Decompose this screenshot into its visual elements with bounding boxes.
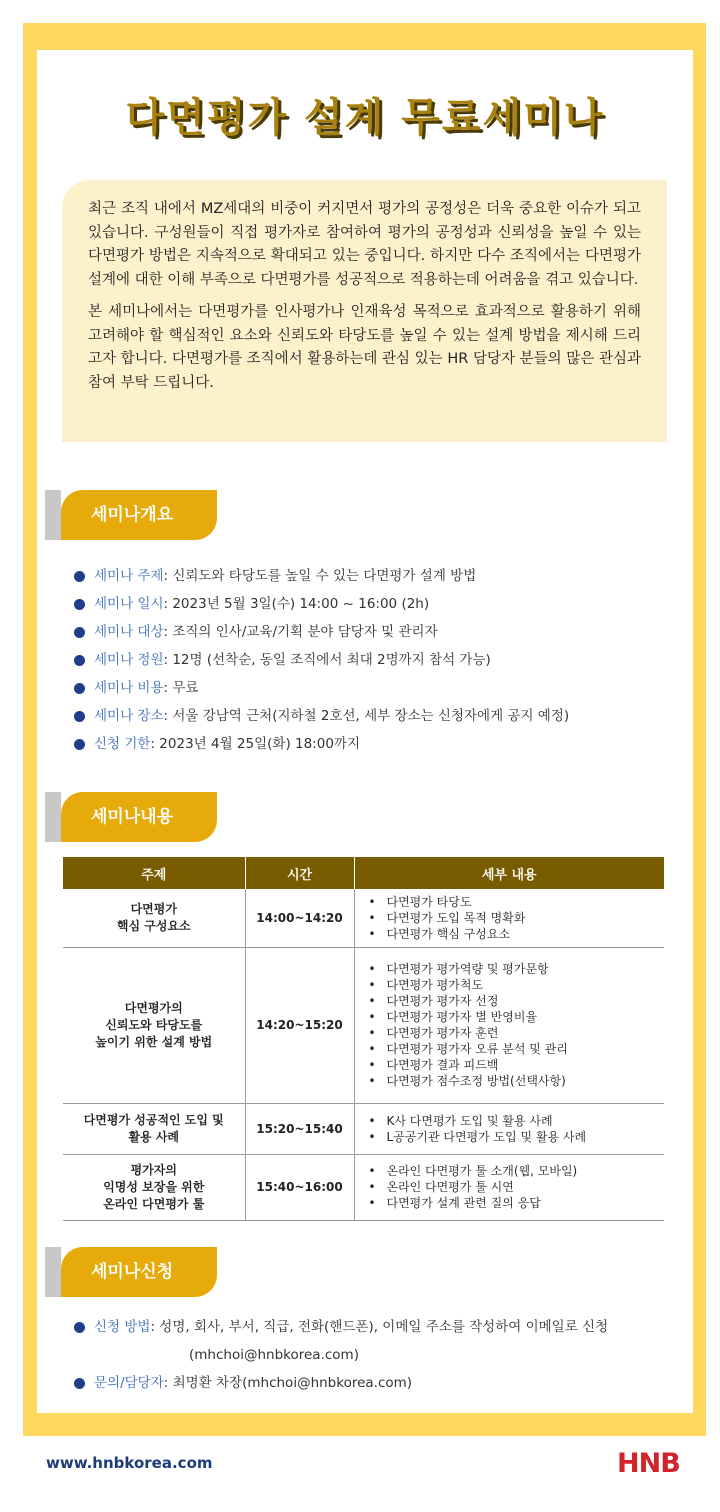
bullet-icon	[74, 683, 85, 694]
table-row	[63, 889, 664, 947]
item-value: : 신뢰도와 타당도를 높일 수 있는 다면평가 설계 방법	[163, 568, 477, 584]
section-title: 세미나신청	[61, 1247, 217, 1297]
row-topic	[63, 947, 245, 1103]
row-time: 15:40~16:00	[245, 1154, 354, 1220]
topic-line: 다면평가	[130, 901, 177, 916]
detail-item: • 온라인 다면평가 툴 소개(웹, 모바일)	[369, 1163, 665, 1179]
section-header-overview	[45, 490, 217, 540]
overview-item-target	[74, 618, 569, 646]
item-value: : 최명환 차장(mhchoi@hnbkorea.com)	[163, 1375, 413, 1391]
row-details	[354, 1154, 664, 1220]
detail-item: • 다면평가 결과 피드백	[369, 1057, 665, 1073]
detail-item: • K사 다면평가 도입 및 활용 사례	[369, 1113, 665, 1129]
row-details	[354, 889, 664, 947]
topic-line: 핵심 구성요소	[116, 918, 191, 933]
detail-item: • 다면평가 평가자 오류 분석 및 관리	[369, 1041, 665, 1057]
row-time: 14:00~14:20	[245, 889, 354, 947]
column-header-details: 세부 내용	[354, 857, 664, 889]
website-link[interactable]: www.hnbkorea.com	[46, 1454, 213, 1472]
detail-item: • 다면평가 평가역량 및 평가문항	[369, 961, 665, 977]
topic-line: 활용 사례	[128, 1129, 180, 1144]
topic-line: 다면평가 성공적인 도입 및	[83, 1112, 224, 1127]
row-topic	[63, 889, 245, 947]
topic-line: 다면평가의	[124, 1000, 183, 1015]
page-title: 다면평가 설계 무료세미나	[125, 95, 605, 141]
bullet-icon	[74, 739, 85, 750]
agenda-table	[63, 857, 664, 1221]
item-value: : 서울 강남역 근처(지하철 2호선, 세부 장소는 신청자에게 공지 예정)	[163, 708, 570, 724]
row-time: 14:20~15:20	[245, 947, 354, 1103]
item-value: : 2023년 5월 3일(수) 14:00 ~ 16:00 (2h)	[163, 596, 430, 612]
section-header-apply	[45, 1247, 217, 1297]
column-header-topic: 주제	[63, 857, 245, 889]
detail-item: • 다면평가 평가자 선정	[369, 993, 665, 1009]
topic-line: 온라인 다면평가 툴	[103, 1196, 205, 1211]
section-title: 세미나내용	[61, 792, 217, 842]
intro-box	[62, 180, 667, 442]
table-row	[63, 1154, 664, 1220]
detail-item: • 다면평가 평가자 훈련	[369, 1025, 665, 1041]
item-value: : 조직의 인사/교육/기획 분야 담당자 및 관리자	[163, 624, 438, 640]
detail-item: • 다면평가 타당도	[369, 894, 665, 910]
overview-item-location	[74, 702, 569, 730]
table-header-row	[63, 857, 664, 889]
item-label: 신청 기한	[94, 736, 151, 752]
topic-line: 평가자의	[130, 1162, 177, 1177]
overview-item-datetime	[74, 590, 569, 618]
overview-list	[74, 562, 569, 758]
item-label: 세미나 장소	[94, 708, 164, 724]
apply-item-method	[74, 1313, 608, 1341]
overview-item-cost	[74, 674, 569, 702]
detail-item: • 온라인 다면평가 툴 시연	[369, 1179, 665, 1195]
detail-item: • 다면평가 평가척도	[369, 977, 665, 993]
row-topic	[63, 1154, 245, 1220]
item-value: : 성명, 회사, 부서, 직급, 전화(핸드폰), 이메일 주소를 작성하여 이메일로 신청	[150, 1319, 609, 1335]
bullet-icon	[74, 711, 85, 722]
row-time: 15:20~15:40	[245, 1103, 354, 1154]
detail-item: • 다면평가 도입 목적 명확화	[369, 910, 665, 926]
detail-item: • 다면평가 점수조정 방법(선택사항)	[369, 1073, 665, 1089]
item-value: : 2023년 4월 25일(화) 18:00까지	[150, 736, 360, 752]
topic-line: 높이기 위한 설계 방법	[95, 1034, 213, 1049]
column-header-time: 시간	[245, 857, 354, 889]
apply-method-email: (mhchoi@hnbkorea.com)	[189, 1347, 359, 1363]
item-label: 문의/담당자	[94, 1375, 164, 1391]
overview-item-topic	[74, 562, 569, 590]
section-accent-bar	[45, 1247, 61, 1297]
topic-line: 익명성 보장을 위한	[103, 1179, 205, 1194]
bullet-icon	[74, 571, 85, 582]
detail-item: • 다면평가 핵심 구성요소	[369, 926, 665, 942]
logo-text: HNB	[617, 1448, 680, 1479]
bullet-icon	[74, 627, 85, 638]
item-label: 세미나 주제	[94, 568, 164, 584]
detail-item: • L공공기관 다면평가 도입 및 활용 사례	[369, 1129, 665, 1145]
company-logo	[617, 1448, 680, 1479]
item-label: 신청 방법	[94, 1319, 151, 1335]
row-topic	[63, 1103, 245, 1154]
item-label: 세미나 대상	[94, 624, 164, 640]
table-row	[63, 947, 664, 1103]
bullet-icon	[74, 1322, 85, 1333]
item-label: 세미나 정원	[94, 652, 164, 668]
detail-item: • 다면평가 평가자 별 반영비율	[369, 1009, 665, 1025]
bullet-icon	[74, 655, 85, 666]
overview-item-deadline	[74, 730, 569, 758]
table-row	[63, 1103, 664, 1154]
detail-item: • 다면평가 설계 관련 질의 응답	[369, 1195, 665, 1211]
section-accent-bar	[45, 792, 61, 842]
bullet-icon	[74, 599, 85, 610]
section-title: 세미나개요	[61, 490, 217, 540]
item-value: : 12명 (선착순, 동일 조직에서 최대 2명까지 참석 가능)	[163, 652, 491, 668]
overview-item-capacity	[74, 646, 569, 674]
row-details	[354, 947, 664, 1103]
intro-paragraph-2: 본 세미나에서는 다면평가를 인사평가나 인재육성 목적으로 효과적으로 활용하기 위해 고려해야 할 핵심적인 요소와 신뢰도와 타당도를 높일 수 있는 설계 방법을 제시해 드리고자 합니다. 다면평가를 조직에서 활용하는데 관심 있는 HR 담당자 분들의 많은 관심과 참여 부탁 드립니다.	[88, 304, 641, 391]
bullet-icon	[74, 1378, 85, 1389]
apply-list	[74, 1313, 608, 1397]
intro-paragraph-1: 최근 조직 내에서 MZ세대의 비중이 커지면서 평가의 공정성은 더욱 중요한 이슈가 되고 있습니다. 구성원들이 직접 평가자로 참여하여 평가의 공정성과 신뢰성을 높일 수 있는 다면평가 방법은 지속적으로 확대되고 있는 중입니다. 하지만 다수 조직에서는 다면평가 설계에 대한 이해 부족으로 다면평가를 성공적으로 적용하는데 어려움을 겪고 있습니다.	[88, 201, 641, 288]
apply-item-contact	[74, 1369, 608, 1397]
item-label: 세미나 일시	[94, 596, 164, 612]
item-value: : 무료	[163, 680, 199, 696]
row-details	[354, 1103, 664, 1154]
section-accent-bar	[45, 490, 61, 540]
topic-line: 신뢰도와 타당도를	[105, 1017, 203, 1032]
item-label: 세미나 비용	[94, 680, 164, 696]
section-header-content	[45, 792, 217, 842]
